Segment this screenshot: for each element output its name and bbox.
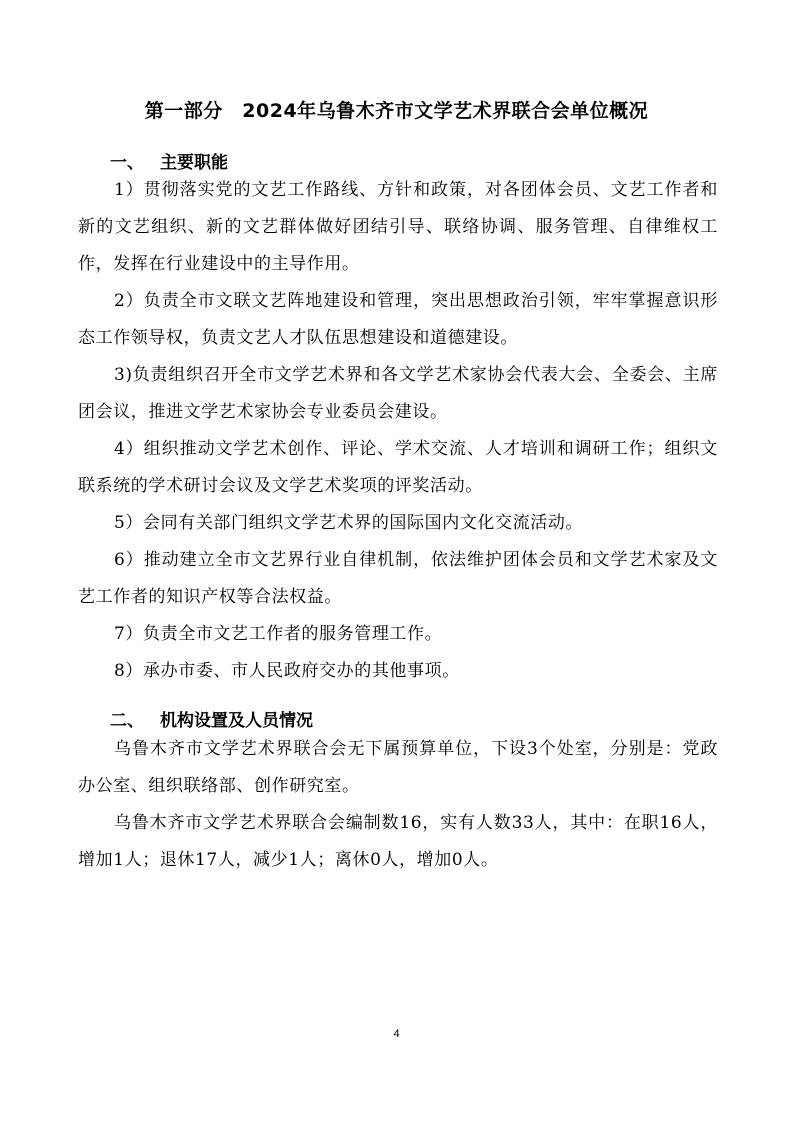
- paragraph-function-7: 7）负责全市文艺工作者的服务管理工作。: [114, 624, 443, 644]
- paragraph-function-4: 4）组织推动文学艺术创作、评论、学术交流、人才培训和调研工作；组织文联系统的学术研讨会议及文学艺术奖项的评奖活动。: [78, 439, 718, 496]
- paragraph-function-2: 2）负责全市文联文艺阵地建设和管理，突出思想政治引领，牢牢掌握意识形态工作领导权，负责文艺人才队伍思想建设和道德建设。: [78, 291, 718, 348]
- paragraph-departments: 乌鲁木齐市文学艺术界联合会无下属预算单位，下设3个处室，分别是：党政办公室、组织联络部、创作研究室。: [78, 739, 718, 796]
- paragraph-function-1: 1）贯彻落实党的文艺工作路线、方针和政策，对各团体会员、文艺工作者和新的文艺组织、新的文艺群体做好团结引导、联络协调、服务管理、自律维权工作，发挥在行业建设中的主导作用。: [78, 180, 718, 274]
- paragraph-function-5: 5）会同有关部门组织文学艺术界的国际国内文化交流活动。: [114, 513, 584, 533]
- paragraph-staffing: 乌鲁木齐市文学艺术界联合会编制数16，实有人数33人，其中：在职16人，增加1人；退休17人，减少1人；离休0人，增加0人。: [78, 813, 718, 870]
- section-number: 一、: [110, 153, 144, 173]
- section-heading-organization: [110, 706, 313, 731]
- paragraph-function-3: 3)负责组织召开全市文学艺术界和各文学艺术家协会代表大会、全委会、主席团会议，推进文学艺术家协会专业委员会建设。: [78, 365, 718, 422]
- page-number: 4: [393, 1028, 400, 1040]
- paragraph-function-8: 8）承办市委、市人民政府交办的其他事项。: [114, 661, 460, 681]
- section-heading-functions: [110, 148, 228, 173]
- section-title: 主要职能: [160, 153, 228, 173]
- paragraph-function-6: 6）推动建立全市文艺界行业自律机制，依法维护团体会员和文学艺术家及文艺工作者的知识产权等合法权益。: [78, 550, 718, 607]
- section-number: 二、: [110, 711, 144, 731]
- page-title: 第一部分 2024年乌鲁木齐市文学艺术界联合会单位概况: [144, 100, 649, 122]
- section-title: 机构设置及人员情况: [160, 711, 313, 731]
